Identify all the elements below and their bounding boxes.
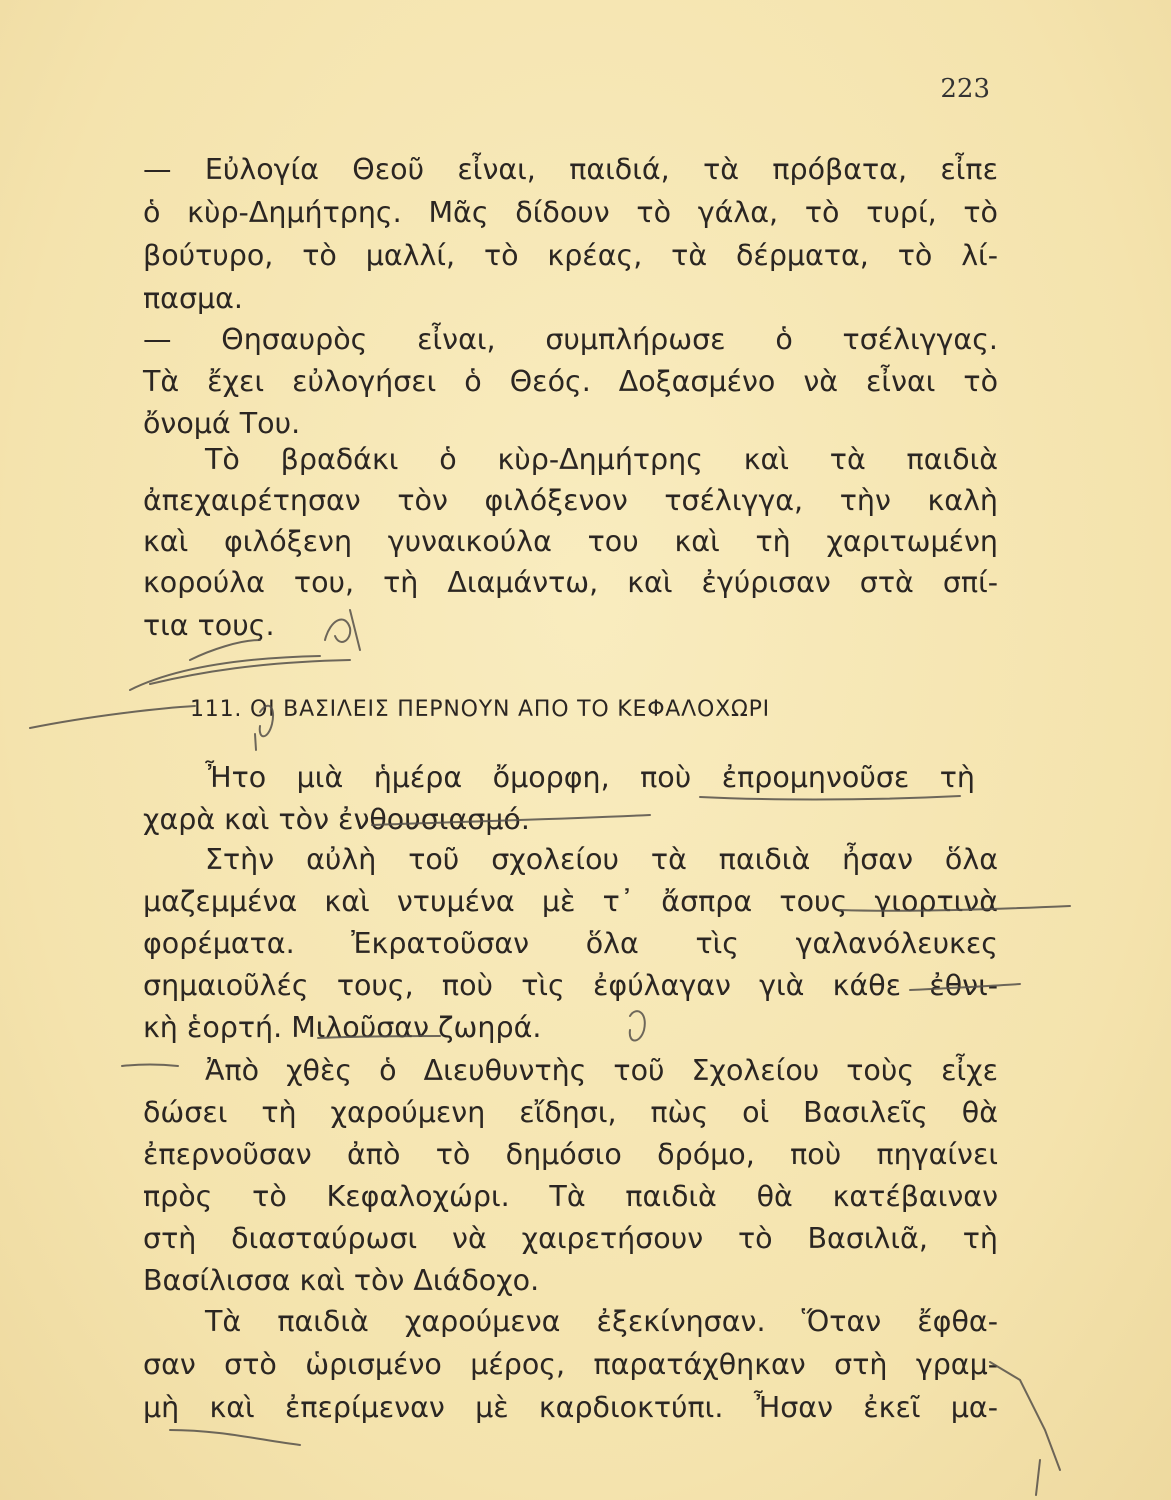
text-line: μαζεμμένα καὶ ντυμένα μὲ τ᾿ ἄσπρα τους γιορτινὰ <box>143 885 998 918</box>
text-line: κορούλα του, τὴ Διαμάντω, καὶ ἐγύρισαν στὰ σπί- <box>143 566 998 599</box>
underline-mark <box>372 815 650 825</box>
text-line: πασμα. <box>143 282 243 315</box>
text-line: Τὰ ἔχει εὐλογήσει ὁ Θεός. Δοξασμένο νὰ εἶναι τὸ <box>143 365 998 398</box>
text-line: μὴ καὶ ἐπερίμεναν μὲ καρδιοκτύπι. Ἦσαν ἐκεῖ μα- <box>143 1391 998 1424</box>
text-line: — Εὐλογία Θεοῦ εἶναι, παιδιά, τὰ πρόβατα, εἶπε <box>143 153 998 186</box>
margin-stroke <box>190 640 260 660</box>
text-line: χαρὰ καὶ τὸν ἐνθουσιασμό. <box>143 803 530 836</box>
text-line: σαν στὸ ὡρισμένο μέρος, παρατάχθηκαν στὴ γραμ- <box>143 1348 998 1381</box>
text-line: στὴ διασταύρωσι νὰ χαιρετήσουν τὸ Βασιλιᾶ, τὴ <box>143 1222 998 1255</box>
text-line: Στὴν αὐλὴ τοῦ σχολείου τὰ παιδιὰ ἦσαν ὅλα <box>205 843 998 876</box>
page-number: 223 <box>940 74 990 104</box>
text-line: — Θησαυρὸς εἶναι, συμπλήρωσε ὁ τσέλιγγας. <box>143 323 998 356</box>
text-line: ἀπεχαιρέτησαν τὸν φιλόξενον τσέλιγγα, τὴν καλὴ <box>143 484 998 517</box>
underline-mark <box>910 984 1020 990</box>
margin-stroke <box>170 1430 300 1445</box>
text-line: ἐπερνοῦσαν ἀπὸ τὸ δημόσιο δρόμο, ποὺ πηγαίνει <box>143 1138 998 1171</box>
margin-stroke <box>130 656 320 690</box>
text-line: σημαιοῦλές τους, ποὺ τὶς ἐφύλαγαν γιὰ κάθε ἐθνι- <box>143 969 998 1002</box>
handwritten-mark <box>325 610 360 650</box>
text-line: Τὰ παιδιὰ χαρούμενα ἐξεκίνησαν. Ὅταν ἔφθα- <box>205 1305 998 1338</box>
text-line: πρὸς τὸ Κεφαλοχώρι. Τὰ παιδιὰ θὰ κατέβαιναν <box>143 1180 998 1213</box>
margin-stroke <box>122 1065 178 1067</box>
handwritten-mark <box>630 1011 645 1040</box>
text-line: καὶ φιλόξενη γυναικούλα του καὶ τὴ χαριτωμένη <box>143 525 998 558</box>
margin-stroke <box>990 1362 1060 1470</box>
text-line: ὄνομά Του. <box>143 407 301 440</box>
text-line: δώσει τὴ χαρούμενη εἴδησι, πὼς οἱ Βασιλεῖς θὰ <box>143 1096 998 1129</box>
text-line: βούτυρο, τὸ μαλλί, τὸ κρέας, τὰ δέρματα, τὸ λί- <box>143 239 998 272</box>
margin-stroke <box>30 706 195 728</box>
underline-mark <box>840 906 1070 911</box>
text-line: Ἦτο μιὰ ἡμέρα ὄμορφη, ποὺ ἐπρομηνοῦσε τὴ <box>205 761 975 794</box>
section-heading: 111. ΟΙ ΒΑΣΙΛΕΙΣ ΠΕΡΝΟΥΝ ΑΠΟ ΤΟ ΚΕΦΑΛΟΧΩΡΙ <box>190 697 770 722</box>
text-line: Τὸ βραδάκι ὁ κὺρ-Δημήτρης καὶ τὰ παιδιὰ <box>205 443 998 476</box>
underline-mark <box>318 1036 440 1038</box>
text-line: ὁ κὺρ-Δημήτρης. Μᾶς δίδουν τὸ γάλα, τὸ τυρί, τὸ <box>143 196 998 229</box>
text-line: κὴ ἑορτή. Μιλοῦσαν ζωηρά. <box>143 1011 542 1044</box>
text-line: Βασίλισσα καὶ τὸν Διάδοχο. <box>143 1264 540 1297</box>
margin-stroke <box>1036 1460 1040 1495</box>
text-line: φορέματα. Ἐκρατοῦσαν ὅλα τὶς γαλανόλευκες <box>143 927 998 960</box>
text-line: τια τους. <box>143 609 275 642</box>
text-line: Ἀπὸ χθὲς ὁ Διευθυντὴς τοῦ Σχολείου τοὺς εἶχε <box>205 1054 998 1087</box>
underline-mark <box>700 796 960 800</box>
handwritten-mark <box>255 706 273 750</box>
